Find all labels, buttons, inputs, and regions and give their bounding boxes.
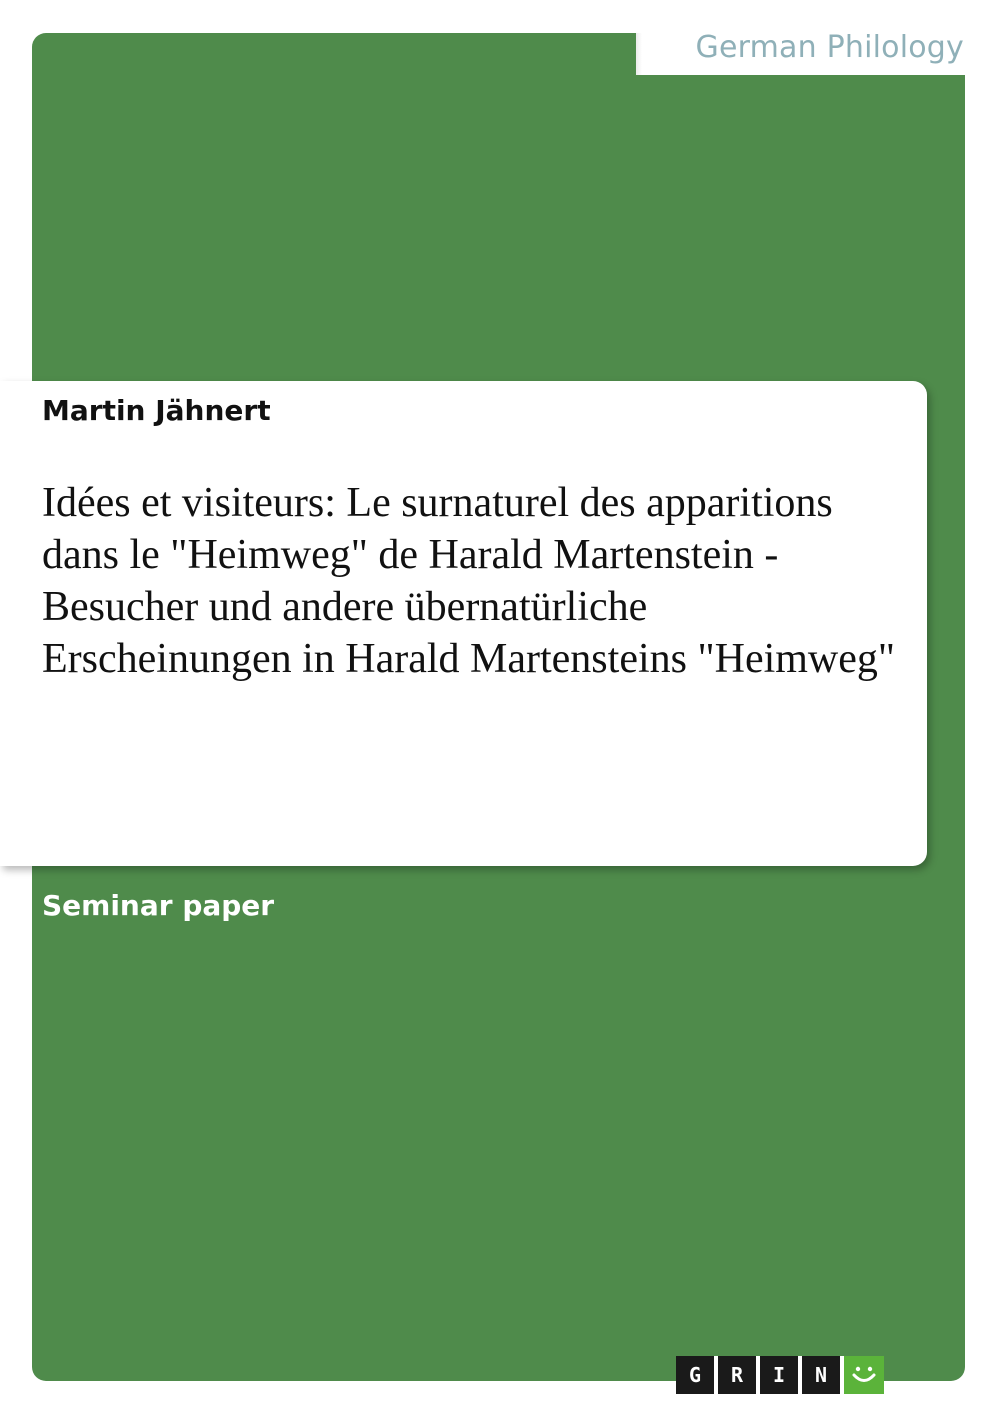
logo-letter-r: R [718, 1356, 756, 1394]
document-type-label: Seminar paper [42, 889, 275, 922]
grin-publisher-logo [676, 1356, 884, 1394]
author-name: Martin Jähnert [42, 394, 271, 427]
smile-icon [844, 1356, 884, 1394]
logo-letter-n: N [802, 1356, 840, 1394]
logo-letter-g: G [676, 1356, 714, 1394]
logo-letter-i: I [760, 1356, 798, 1394]
document-title: Idées et visiteurs: Le surnaturel des apparitions dans le "Heimweg" de Harald Martenstein - Besucher und andere übernatürliche Erscheinungen in Harald Martensteins "Heimweg" [42, 480, 896, 682]
cover-tab-shadow [636, 33, 642, 75]
subject-label: German Philology [695, 30, 964, 65]
